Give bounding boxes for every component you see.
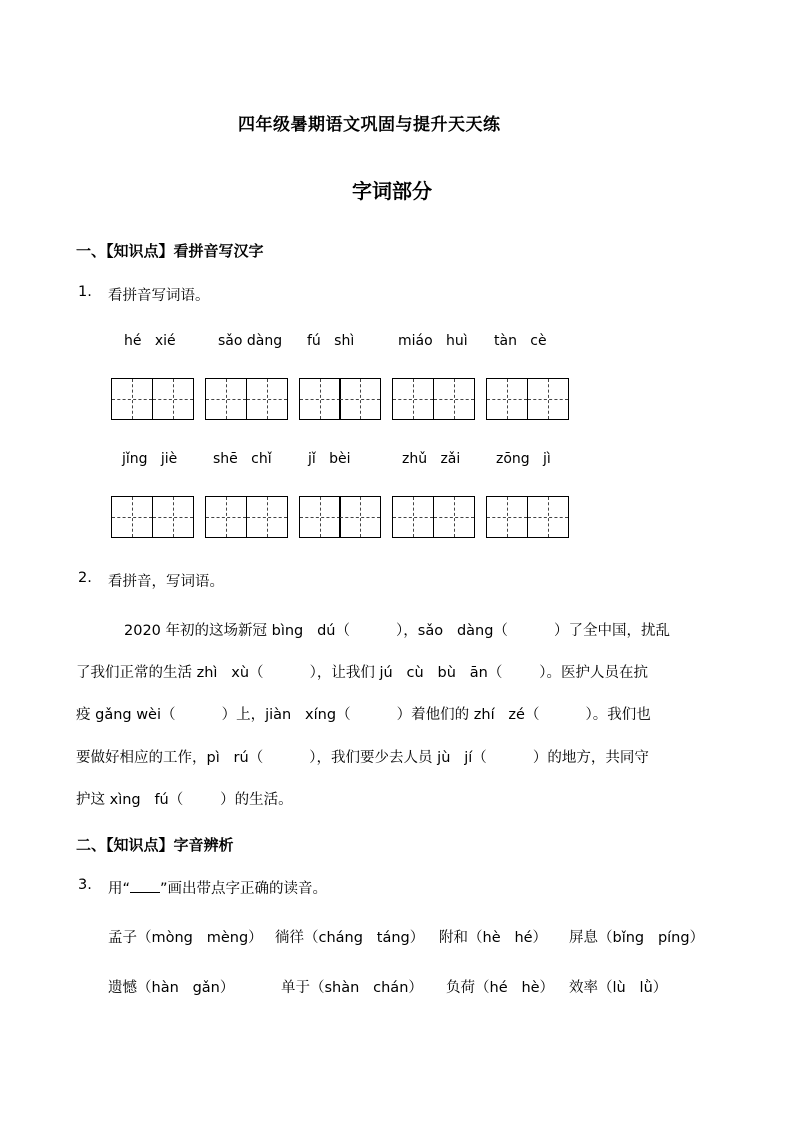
pinyin-2-3: jǐ bèi [308,451,351,467]
option-2-4: 效率（lù lǜ） [569,980,668,996]
section-heading-2: 二、【知识点】字音辨析 [76,836,234,854]
passage-line-1: 2020 年初的这场新冠 bìng dú（ ），sǎo dàng（ ）了全中国，扰乱 [124,623,671,639]
passage-line-4: 要做好相应的工作，pì rú（ ），我们要少去人员 jù jí（ ）的地方，共同守 [76,750,649,766]
writing-grid-row-1 [111,378,580,420]
answer-box[interactable] [392,496,475,538]
pinyin-1-3: fú shì [307,333,355,349]
question-2-number: 2. [78,570,92,586]
answer-box[interactable] [111,496,194,538]
pinyin-2-2: shē chǐ [213,451,272,467]
page-title: 四年级暑期语文巩固与提升天天练 [238,115,501,135]
pinyin-2-5: zōng jì [496,451,551,467]
question-1-prompt: 看拼音写词语。 [108,288,210,304]
answer-box[interactable] [299,496,382,538]
option-1-3: 附和（hè hé） [439,930,548,946]
pinyin-1-4: miáo huì [398,333,468,349]
answer-box[interactable] [205,496,288,538]
page-subtitle: 字词部分 [352,179,432,203]
pinyin-1-5: tàn cè [494,333,547,349]
question-3-number: 3. [78,877,92,893]
question-1-number: 1. [78,284,92,300]
pinyin-2-4: zhǔ zǎi [402,451,461,467]
answer-box[interactable] [392,378,475,420]
answer-box[interactable] [111,378,194,420]
pinyin-1-1: hé xié [124,333,176,349]
section-heading-1: 一、【知识点】看拼音写汉字 [76,242,264,260]
answer-box[interactable] [486,496,569,538]
answer-box[interactable] [299,378,382,420]
pinyin-1-2: sǎo dàng [218,333,283,349]
option-1-1: 孟子（mòng mèng） [108,930,263,946]
option-1-2: 徜徉（cháng táng） [275,930,425,946]
option-2-1: 遗憾（hàn gǎn） [108,980,235,996]
question-2-prompt: 看拼音，写词语。 [108,574,224,590]
answer-box[interactable] [205,378,288,420]
option-2-3: 负荷（hé hè） [446,980,555,996]
underline-mark [130,880,160,893]
question-3-prompt-end: ”画出带点字正确的读音。 [160,881,328,897]
passage-line-5: 护这 xìng fú（ ）的生活。 [76,792,293,808]
passage-line-2: 了我们正常的生活 zhì xù（ ），让我们 jú cù bù ān（ ）。医护人员在抗 [76,665,648,681]
answer-box[interactable] [486,378,569,420]
question-3-prompt-start: 用“ [108,881,131,897]
option-2-2: 单于（shàn chán） [281,980,423,996]
writing-grid-row-2 [111,496,580,538]
passage-line-3: 疫 gǎng wèi（ ）上，jiàn xíng（ ）着他们的 zhí zé（ ）。我们也 [76,707,651,723]
option-1-4: 屏息（bǐng píng） [569,930,705,946]
pinyin-2-1: jǐng jiè [122,451,178,467]
question-3-prompt [108,877,327,898]
